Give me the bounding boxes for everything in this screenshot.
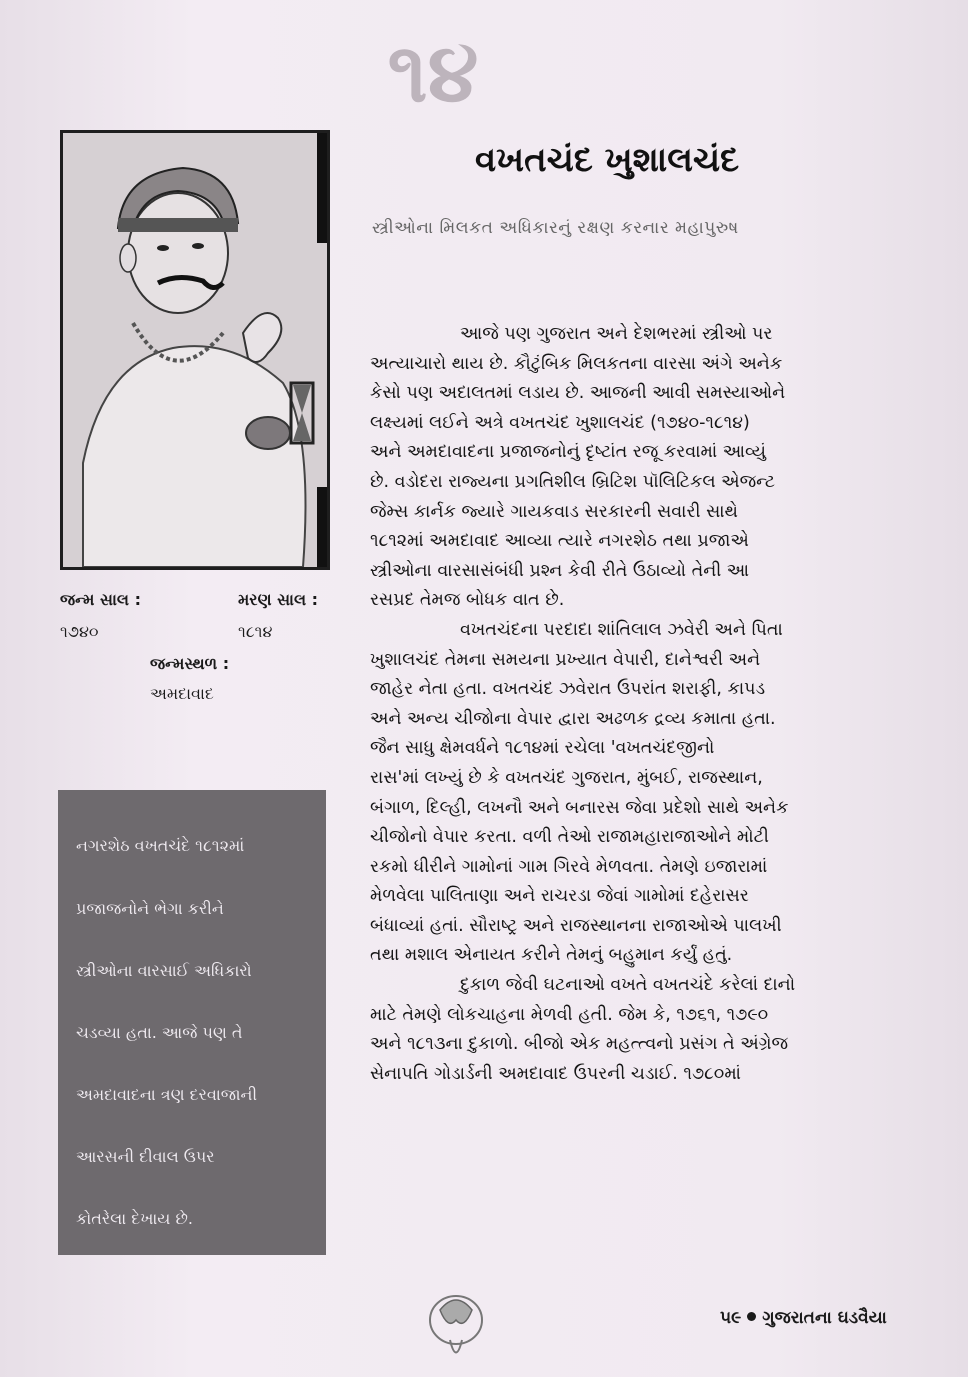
- paragraph-line: ચીજોનો વેપાર કરતા. વળી તેઓ રાજામહારાજાઓને મોટી: [370, 827, 769, 848]
- paragraph-line: બંગાળ, દિલ્હી, લખનૌ અને બનારસ જેવા પ્રદેશો સાથે અનેક: [370, 797, 789, 818]
- quote-box: [58, 790, 326, 1255]
- paragraph-line: સેનાપતિ ગોડાર્ડની અમદાવાદ ઉપરની ચડાઈ. ૧૭૮૦માં: [370, 1063, 741, 1084]
- paragraph-line: અને ૧૮૧૩ના દુકાળો. બીજો એક મહત્ત્વનો પ્રસંગ તે અંગ્રેજ: [370, 1034, 789, 1055]
- death-year-label: મરણ સાલ :: [238, 590, 319, 609]
- paragraph-line: મેળવેલા પાલિતાણા અને રાચરડા જેવાં ગામોમાં દહેરાસર: [370, 886, 749, 907]
- paragraph-line: દુકાળ જેવી ઘટનાઓ વખતે વખતચંદે કરેલાં દાનો: [460, 975, 796, 996]
- paragraph-line: અત્યાચારો થાય છે. કૌટુંબિક મિલકતના વારસા અંગે અનેક: [370, 353, 783, 374]
- paragraph-line: રકમો ધીરીને ગામોનાં ગામ ગિરવે મેળવતા. તેમણે ઇજારામાં: [370, 856, 768, 877]
- paragraph-line: લક્ષ્યમાં લઈને અત્રે વખતચંદ ખુશાલચંદ (૧૭૪૦-૧૮૧૪): [370, 412, 750, 433]
- chapter-title: વખતચંદ ખુશાલચંદ: [475, 140, 740, 180]
- chapter-subtitle: સ્ત્રીઓના મિલકત અધિકારનું રક્ષણ કરનાર મહાપુરુષ: [372, 218, 739, 238]
- paragraph-line: આજે પણ ગુજરાત અને દેશભરમાં સ્ત્રીઓ પર: [460, 324, 773, 344]
- birth-year-label: જન્મ સાલ :: [60, 590, 141, 609]
- death-year: ૧૮૧૪: [238, 622, 273, 641]
- book-title: ગુજરાતના ઘડવૈયા: [762, 1308, 887, 1328]
- paragraph-line: જૈન સાધુ ક્ષેમવર્ધને ૧૮૧૪માં રચેલા 'વખતચંદજીનો: [370, 738, 715, 759]
- paragraph-line: જેમ્સ કાર્નક જ્યારે ગાયકવાડ સરકારની સવારી સાથે: [370, 501, 738, 522]
- paragraph-line: અને અમદાવાદના પ્રજાજનોનું દૃષ્ટાંત રજૂ કરવામાં આવ્યું: [370, 442, 767, 463]
- bullet-icon: [747, 1312, 756, 1321]
- quote-line: કોતરેલા દેખાય છે.: [76, 1209, 193, 1228]
- quote-line: ચડવ્યા હતા. આજે પણ તે: [76, 1023, 243, 1042]
- portrait-frame-corner: [317, 133, 327, 243]
- quote-line: નગરશેઠ વખતચંદે ૧૮૧૨માં: [76, 836, 245, 855]
- paragraph-line: કેસો પણ અદાલતમાં લડાય છે. આજની આવી સમસ્યાઓને: [370, 383, 786, 404]
- paragraph-line: અને અન્ય ચીજોના વેપાર દ્વારા અઢળક દ્રવ્ય કમાતા હતા.: [370, 708, 776, 729]
- paragraph-line: માટે તેમણે લોકચાહના મેળવી હતી. જેમ કે, ૧૭૬૧, ૧૭૯૦: [370, 1004, 769, 1025]
- ornament-icon: [420, 1280, 492, 1370]
- quote-line: પ્રજાજનોને ભેગા કરીને: [76, 899, 224, 918]
- paragraph-line: છે. વડોદરા રાજ્યના પ્રગતિશીલ બ્રિટિશ પૉલિટિકલ એજન્ટ: [370, 471, 776, 492]
- paragraph-line: ખુશાલચંદ તેમના સમયના પ્રખ્યાત વેપારી, દાનેશ્વરી અને: [370, 649, 761, 670]
- paragraph-line: રસપ્રદ તેમજ બોધક વાત છે.: [370, 590, 565, 611]
- birthplace-label: જન્મસ્થળ :: [150, 654, 230, 673]
- birthplace: અમદાવાદ: [150, 684, 214, 703]
- paragraph-line: વખતચંદના પરદાદા શાંતિલાલ ઝવેરી અને પિતા: [460, 619, 783, 640]
- paragraph-line: રાસ'માં લખ્યું છે કે વખતચંદ ગુજરાત, મુંબઈ, રાજસ્થાન,: [370, 767, 763, 788]
- chapter-number: ૧૪: [387, 25, 479, 121]
- portrait-frame-corner: [317, 487, 327, 567]
- paragraph-line: ૧૮૧૨માં અમદાવાદ આવ્યા ત્યારે નગરશેઠ તથા પ્રજાએ: [370, 531, 749, 552]
- body-text: [370, 320, 915, 1089]
- quote-line: આરસની દીવાલ ઉપર: [76, 1147, 215, 1166]
- page-footer: [720, 1308, 920, 1328]
- paragraph-line: જાહેર નેતા હતા. વખતચંદ ઝવેરાત ઉપરાંત શરાફી, કાપડ: [370, 679, 766, 700]
- birth-year: ૧૭૪૦: [60, 622, 99, 641]
- paragraph-line: તથા મશાલ એનાયત કરીને તેમનું બહુમાન કર્યું હતું.: [370, 945, 733, 966]
- paragraph-line: સ્ત્રીઓના વારસાસંબંધી પ્રશ્ન કેવી રીતે ઉઠાવ્યો તેની આ: [370, 560, 750, 581]
- page-number: ૫૯: [720, 1308, 742, 1328]
- quote-line: સ્ત્રીઓના વારસાઈ અધિકારો: [76, 961, 252, 980]
- portrait-image: [60, 130, 330, 570]
- paragraph-line: બંધાવ્યાં હતાં. સૌરાષ્ટ્ર અને રાજસ્થાનના રાજાઓએ પાલખી: [370, 915, 782, 936]
- quote-line: અમદાવાદના ત્રણ દરવાજાની: [76, 1085, 258, 1104]
